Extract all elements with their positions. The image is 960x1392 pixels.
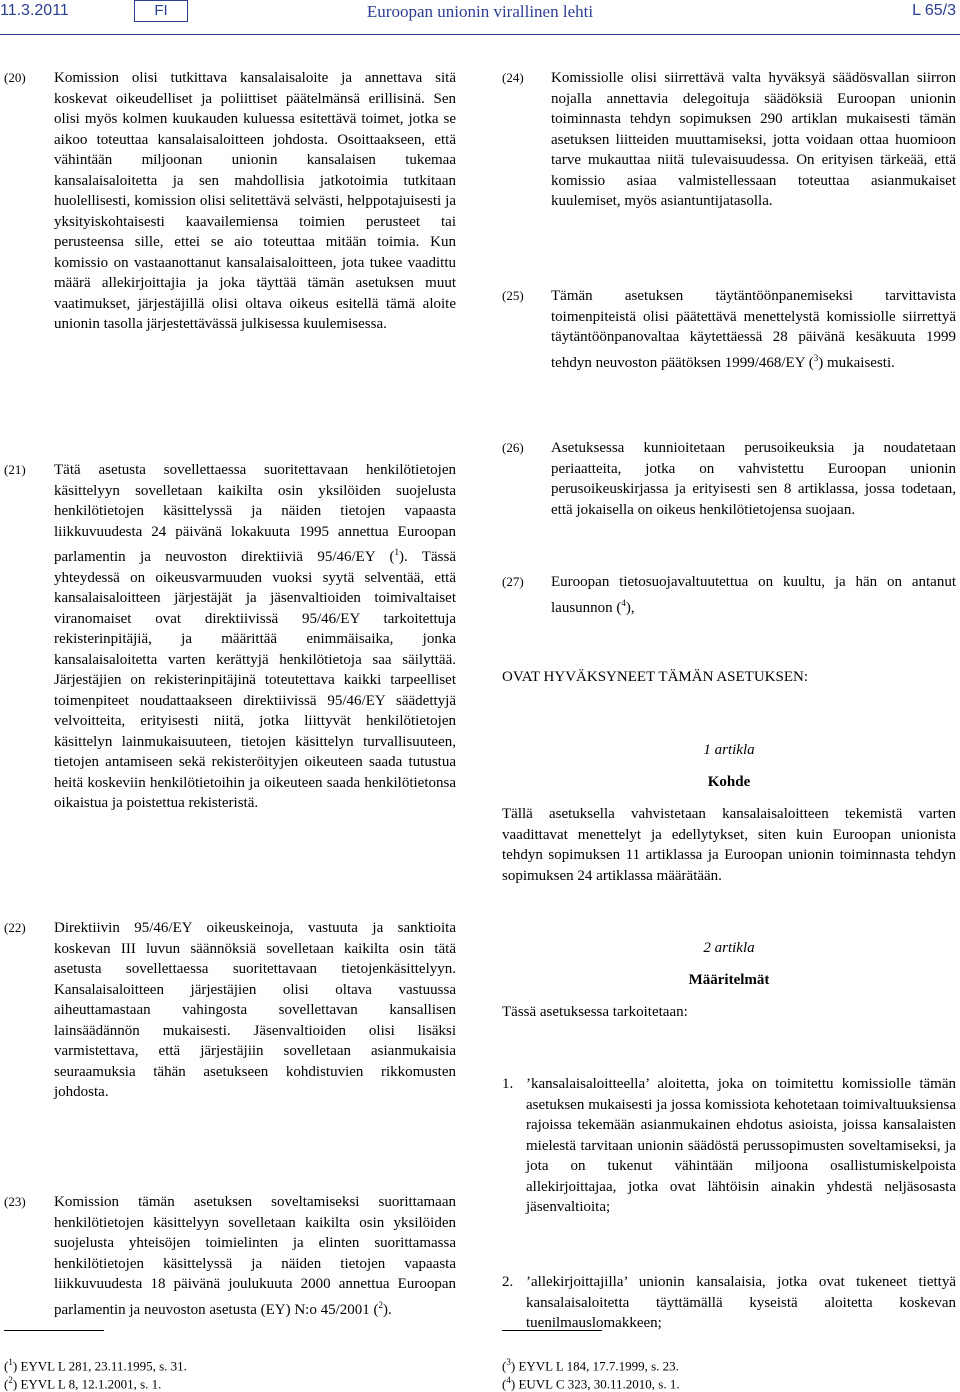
recital-number: (21) <box>4 462 26 477</box>
language-badge: FI <box>134 0 188 22</box>
article-1-number: 1 artikla <box>703 742 755 758</box>
recital-text: Komission tämän asetuksen soveltamiseksi suorittamaan henkilötietojen käsittelyyn sovelletaan kaikilta osin yksilöiden suojelusta yhteisöjen toimielinten ja elinten suorittamassa henkilötietojen käsittelyssä ja näiden tietojen vapaasta liikkuvuudesta 18 päivänä joulukuuta 2000 annettua Euroopan parlamentin ja neuvoston asetusta (EY) N:o 45/2001 ($^2$). <box>54 1194 456 1318</box>
recital-text: Euroopan tietosuojavaltuutettua on kuultu, ja hän on antanut lausunnon ($^4$), <box>551 574 956 616</box>
footnote-1: ($^1$) EYVL L 281, 23.11.1995, s. 31. <box>4 1357 187 1374</box>
footnote-divider <box>4 1330 104 1331</box>
definition-text: ’kansalaisaloitteella’ aloitetta, joka on toimitettu komissiolle tämän asetuksen mukaisesti ja jossa komissiota kehotetaan toimivaltuuksiensa rajoissa tekemään asianmukainen ehdotus asioista, joissa kansalaisten mielestä tarvitaan unionin säädöstä perussopimusten soveltamiseksi, ja jota on tukenut vähintään miljoona osallistumiskelpoista allekirjoittajaa, jotka ovat lähtöisin ainakin yhdestä neljäsosasta jäsenvaltioita; <box>526 1076 956 1215</box>
footnote-4: ($^4$) EUVL C 323, 30.11.2010, s. 1. <box>502 1375 680 1392</box>
recital-text: Tämän asetuksen täytäntöönpanemiseksi tarvittavista toimenpiteistä olisi päätettävä menettelystä komissiolle siirrettyä täytäntöönpanovaltaa käytettäessä 28 päivänä kesäkuuta 1999 tehdyn neuvoston päätöksen 1999/468/EY ($^3$) mukaisesti. <box>551 288 956 371</box>
adoption-statement: OVAT HYVÄKSYNEET TÄMÄN ASETUKSEN: <box>502 669 808 685</box>
article-2-number: 2 artikla <box>703 940 755 956</box>
definition-number: 2. <box>502 1274 514 1290</box>
recital-number: (27) <box>502 574 524 589</box>
footnote-ref[interactable]: 1 <box>394 547 399 557</box>
article-1-text: Tällä asetuksella vahvistetaan kansalaisaloitteen tekemistä varten vaadittavat menettelyt ja edellytykset, siten kuin Euroopan unionista tehdyn sopimuksen 11 artiklassa ja Euroopan unionin toiminnasta tehdyn sopimuksen 24 artiklassa määrätään. <box>502 806 956 884</box>
footnote-ref[interactable]: 3 <box>813 352 819 363</box>
footnote-ref[interactable]: 4 <box>621 597 626 608</box>
recital-text: Asetuksessa kunnioitetaan perusoikeuksia ja noudatetaan periaatteita, jotka on vahvistettu Euroopan unionin perusoikeuskirjassa ja erityisesti sen 8 artiklassa, jossa todetaan, että jokaisella on oikeus henkilötietojensa suojaan. <box>551 440 956 518</box>
article-1-title: Kohde <box>707 774 751 790</box>
header-divider <box>0 34 960 35</box>
header-date: 11.3.2011 <box>0 2 69 19</box>
recital-number: (23) <box>4 1194 26 1209</box>
recital-number: (25) <box>502 288 524 303</box>
footnote-2: ($^2$) EYVL L 8, 12.1.2001, s. 1. <box>4 1375 162 1392</box>
footnote-ref[interactable]: 2 <box>378 1299 384 1310</box>
recital-text: Direktiivin 95/46/EY oikeuskeinoja, vastuuta ja sanktioita koskevan III luvun säännöksiä sovelletaan kaikilta osin tätä asetusta sovellettaessa suoritettavaan tietojenkäsittelyyn. Kansalaisaloitteen järjestäjien olisi oltava vastuussa aiheuttamastaan vahingosta sovellettavan kansallisen lainsäädännön mukaisesti. Jäsenvaltioiden olisi lisäksi varmistettava, että järjestäjiin sovelletaan asianmukaisia seuraamuksia tähän asetukseen kohdistuvien rikkomusten johdosta. <box>54 920 456 1100</box>
page-header <box>0 0 960 40</box>
page-number: L 65/3 <box>912 2 956 19</box>
definition-number: 1. <box>502 1076 514 1092</box>
journal-title: Euroopan unionin virallinen lehti <box>366 2 594 21</box>
recital-text: Tätä asetusta sovellettaessa suoritettavaan henkilötietojen käsittelyyn sovelletaan kaikilta osin yksilöiden suojelusta henkilötietojen käsittelyssä ja näiden tietojen vapaasta liikkuvuudesta 24 päivänä lokakuuta 1995 annettua Euroopan parlamentin ja neuvoston direktiiviä 95/46/EY ($^1$). Tässä yhteydessä on oikeusvarmuuden vuoksi syytä selventää, että kansalaisaloitteen järjestäjät ja jäsenvaltioiden toimivaltaiset viranomaiset ovat direktiivissä 95/46/EY tarkoitettuja rekisterinpitäjiä, ja määrittää enimmäisaika, jonka kansalaisaloitetta varten kerättyjä henkilötietoja saa säilyttää. Järjestäjien on rekisterinpitäjinä toteutettava kaikki tarpeelliset toimenpiteet noudattaakseen direktiivissä 95/46/EY säädettyjä velvoitteita, erityisesti niitä, jotka liittyvät henkilötietojen käsittelyn lainmukaisuuteen, tietojen käsittelyn turvallisuuteen, tietojen antamiseen sekä rekisteröityjen oikeuteen saada tutustua heitä koskeviin henkilötietoihin ja oikeuteen saada henkilötietonsa oikaistua ja poistettua rekisteristä. <box>54 462 456 811</box>
recital-text: Komissiolle olisi siirrettävä valta hyväksyä säädösvallan siirron nojalla annettavia delegoituja säädöksiä Euroopan unionin toiminnasta tehdyn sopimuksen 290 artiklan mukaisesti tämän asetuksen liitteiden muuttamiseksi, jotta voidaan ottaa huomioon tarve mukauttaa niitä tulevaisuudessa. On erityisen tärkeää, että komissio asiaa valmistellessaan toteuttaa asianmukaiset kuulemiset, myös asiantuntijatasolla. <box>551 70 956 209</box>
recital-number: (24) <box>502 70 524 85</box>
recital-number: (26) <box>502 440 524 455</box>
recital-number: (20) <box>4 70 26 85</box>
definition-text: ’allekirjoittajilla’ unionin kansalaisia, jotka ovat tukeneet tiettyä kansalaisaloitetta täyttämällä kyseistä aloitetta koskevan tuenilmauslomakkeen; <box>526 1274 956 1331</box>
footnote-divider <box>502 1330 602 1331</box>
article-2-intro: Tässä asetuksessa tarkoitetaan: <box>502 1004 688 1020</box>
footnote-3: ($^3$) EYVL L 184, 17.7.1999, s. 23. <box>502 1357 679 1374</box>
article-2-title: Määritelmät <box>688 972 770 988</box>
recital-number: (22) <box>4 920 26 935</box>
recital-text: Komission olisi tutkittava kansalaisaloite ja annettava sitä koskevat oikeudelliset ja poliittiset päätelmänsä erillisinä. Sen olisi myös kolmen kuukauden kuluessa esitettävä toimet, jotka se aikoo toteuttaa kansalaisaloitteen johdosta. Osoittaakseen, että vähintään miljoonan unionin kansalaisen tukemaa kansalaisaloitetta ja sen mahdollisia jatkotoimia tutkitaan huolellisesti, komission olisi selitettävä selvästi, helppotajuisesti ja yksityiskohtaisesti kaavailemiensa toimien perusteet tai perusteensa sille, ettei se aio toteuttaa mitään toimia. Kun komissio on vastaanottanut kansalaisaloitteen, jota tukee vaadittu määrä allekirjoittajia ja joka täyttää tämän asetuksen muut vaatimukset, järjestäjillä olisi oltava oikeus esitellä tämä aloite unionin tasolla järjestettävässä julkisessa kuulemisessa. <box>54 70 456 332</box>
